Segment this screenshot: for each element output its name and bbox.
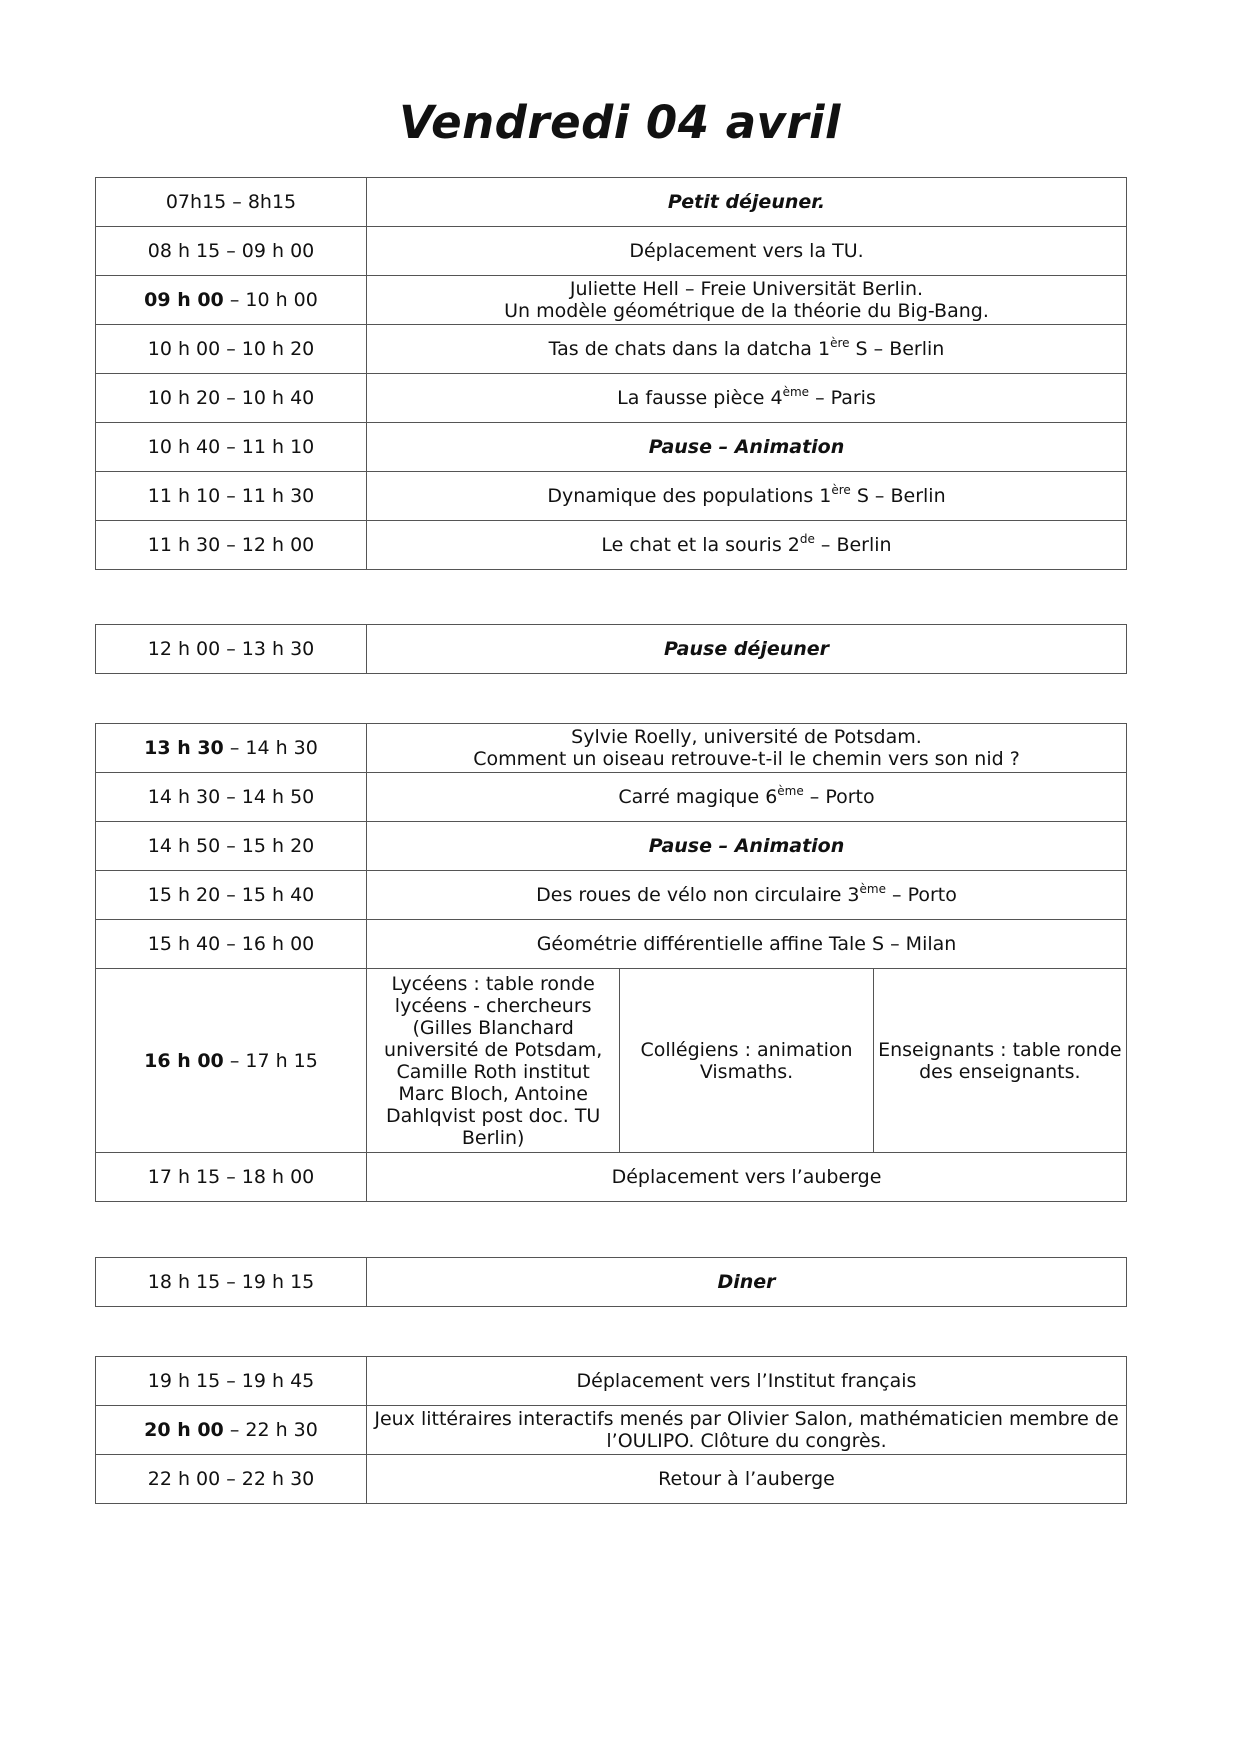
activity-cell (367, 871, 1127, 920)
table-row (96, 625, 1127, 674)
activity-cell (367, 276, 1127, 325)
activity-line: Un modèle géométrique de la théorie du Big-Bang. (504, 300, 989, 322)
activity-cell: Petit déjeuner. (367, 178, 1127, 227)
time-cell: 12 h 00 – 13 h 30 (96, 625, 367, 674)
time-cell: 18 h 15 – 19 h 15 (96, 1258, 367, 1307)
activity-cell (367, 724, 1127, 773)
page-title: Vendredi 04 avril (399, 96, 841, 149)
activity-text: – Berlin (814, 534, 892, 556)
schedule-table-dinner (95, 1257, 1127, 1307)
ordinal-suffix: ème (859, 882, 886, 896)
activity-text: – Porto (885, 884, 957, 906)
table-row (96, 871, 1127, 920)
activity-line: Comment un oiseau retrouve-t-il le chemin vers son nid ? (473, 748, 1020, 770)
time-cell: 10 h 20 – 10 h 40 (96, 374, 367, 423)
time-cell: 11 h 30 – 12 h 00 (96, 521, 367, 570)
time-cell: 10 h 40 – 11 h 10 (96, 423, 367, 472)
activity-cell-enseignants: Enseignants : table ronde des enseignants. (873, 969, 1126, 1153)
time-cell: 11 h 10 – 11 h 30 (96, 472, 367, 521)
time-cell: 15 h 40 – 16 h 00 (96, 920, 367, 969)
table-row (96, 1153, 1127, 1202)
activity-text: Dynamique des populations 1 (547, 485, 832, 507)
ordinal-suffix: ème (777, 784, 804, 798)
activity-cell: Jeux littéraires interactifs menés par Olivier Salon, mathématicien membre de l’OULIPO. Clôture du congrès. (367, 1406, 1127, 1455)
time-cell (96, 276, 367, 325)
activity-text: – Porto (803, 786, 875, 808)
table-row (96, 773, 1127, 822)
table-row (96, 276, 1127, 325)
time-end: – 22 h 30 (223, 1419, 318, 1441)
time-cell: 07h15 – 8h15 (96, 178, 367, 227)
table-row (96, 1357, 1127, 1406)
table-row (96, 920, 1127, 969)
table-row (96, 724, 1127, 773)
table-row (96, 1258, 1127, 1307)
activity-cell (367, 521, 1127, 570)
activity-cell-collegiens: Collégiens : animation Vismaths. (620, 969, 873, 1153)
time-end: – 17 h 15 (223, 1049, 318, 1072)
activity-cell: Retour à l’auberge (367, 1455, 1127, 1504)
activity-text: Le chat et la souris 2 (601, 534, 800, 556)
table-row (96, 822, 1127, 871)
time-cell (96, 1406, 367, 1455)
table-row (96, 374, 1127, 423)
schedule-table-evening (95, 1356, 1127, 1504)
activity-cell (367, 472, 1127, 521)
time-cell: 17 h 15 – 18 h 00 (96, 1153, 367, 1202)
ordinal-suffix: ère (830, 336, 850, 350)
time-cell: 22 h 00 – 22 h 30 (96, 1455, 367, 1504)
schedule-table-afternoon (95, 723, 1127, 1202)
table-row (96, 1455, 1127, 1504)
time-start: 13 h 30 (144, 737, 224, 759)
ordinal-suffix: ère (831, 483, 851, 497)
activity-text: Des roues de vélo non circulaire 3 (536, 884, 860, 906)
schedule-table-morning (95, 177, 1127, 570)
table-row (96, 227, 1127, 276)
activity-cell: Pause déjeuner (367, 625, 1127, 674)
time-cell: 08 h 15 – 09 h 00 (96, 227, 367, 276)
activity-cell: Géométrie différentielle affine Tale S – Milan (367, 920, 1127, 969)
time-start: 20 h 00 (144, 1419, 224, 1441)
activity-cell: Diner (367, 1258, 1127, 1307)
table-row (96, 969, 1127, 1153)
time-cell: 14 h 30 – 14 h 50 (96, 773, 367, 822)
activity-cell (367, 773, 1127, 822)
table-row (96, 325, 1127, 374)
table-row (96, 521, 1127, 570)
table-row (96, 178, 1127, 227)
time-cell: 19 h 15 – 19 h 45 (96, 1357, 367, 1406)
ordinal-suffix: ème (782, 385, 810, 399)
activity-cell: Déplacement vers l’Institut français (367, 1357, 1127, 1406)
time-cell: 15 h 20 – 15 h 40 (96, 871, 367, 920)
activity-cell: Pause – Animation (367, 423, 1127, 472)
activity-cell (367, 325, 1127, 374)
ordinal-suffix: de (799, 532, 815, 546)
activity-cell: Déplacement vers l’auberge (367, 1153, 1127, 1202)
activity-cell: Déplacement vers la TU. (367, 227, 1127, 276)
activity-text: S – Berlin (849, 338, 945, 360)
time-end: – 14 h 30 (223, 737, 318, 759)
activity-text: – Paris (809, 387, 876, 409)
time-start: 09 h 00 (144, 289, 224, 311)
activity-text: Tas de chats dans la datcha 1 (548, 338, 831, 360)
activity-text: Carré magique 6 (618, 786, 778, 808)
activity-text: S – Berlin (850, 485, 946, 507)
table-row (96, 423, 1127, 472)
time-cell: 14 h 50 – 15 h 20 (96, 822, 367, 871)
time-cell (96, 724, 367, 773)
activity-cell (367, 374, 1127, 423)
schedule-table-lunch (95, 624, 1127, 674)
table-row (96, 1406, 1127, 1455)
time-cell (96, 969, 367, 1153)
activity-text: La fausse pièce 4 (617, 387, 783, 409)
time-cell: 10 h 00 – 10 h 20 (96, 325, 367, 374)
activity-line: Sylvie Roelly, université de Potsdam. (571, 726, 922, 748)
table-row (96, 472, 1127, 521)
activity-line: Juliette Hell – Freie Universität Berlin. (569, 278, 924, 300)
time-end: – 10 h 00 (223, 289, 318, 311)
activity-cell: Pause – Animation (367, 822, 1127, 871)
time-start: 16 h 00 (144, 1049, 224, 1072)
activity-cell-lyceens: Lycéens : table ronde lycéens - chercheurs (Gilles Blanchard université de Potsdam, Camille Roth institut Marc Bloch, Antoine Dahlqvist post doc. TU Berlin) (367, 969, 620, 1153)
